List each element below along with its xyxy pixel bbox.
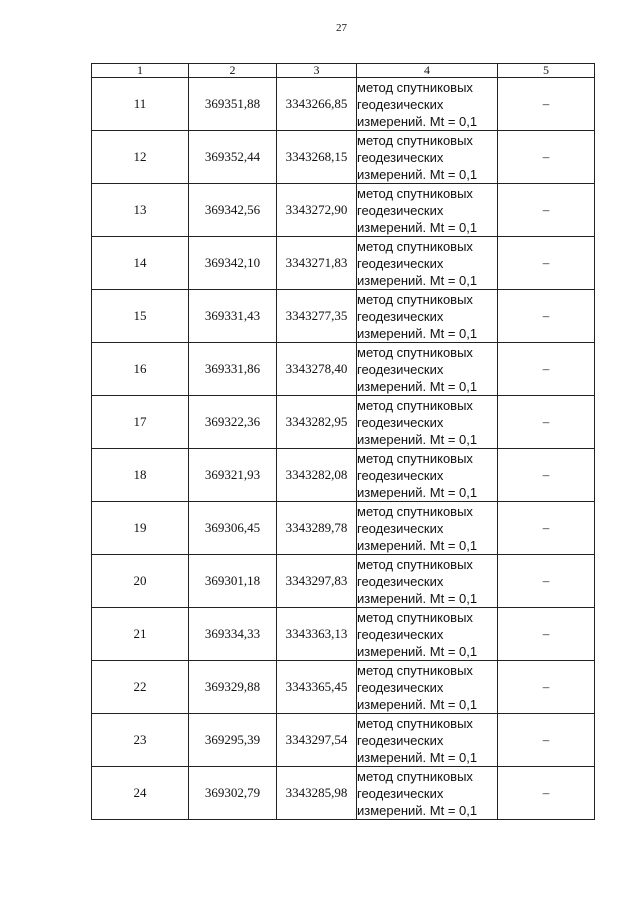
method-text-line: геодезических (357, 732, 444, 748)
point-number-cell: 17 (92, 396, 189, 449)
table-row (92, 184, 595, 237)
method-text-line: измерений. Mt = 0,1 (357, 484, 478, 500)
table-row (92, 767, 595, 820)
note-cell: – (498, 555, 595, 608)
y-coordinate-cell: 3343278,40 (277, 343, 357, 396)
table-row (92, 502, 595, 555)
x-coordinate-cell: 369334,33 (189, 608, 277, 661)
table-header (92, 64, 595, 78)
method-cell (357, 608, 498, 661)
table-row (92, 290, 595, 343)
method-cell (357, 343, 498, 396)
y-coordinate-cell: 3343289,78 (277, 502, 357, 555)
x-coordinate-cell: 369306,45 (189, 502, 277, 555)
table-row (92, 555, 595, 608)
method-cell (357, 131, 498, 184)
note-cell: – (498, 78, 595, 131)
y-coordinate-cell: 3343282,95 (277, 396, 357, 449)
point-number-cell: 20 (92, 555, 189, 608)
method-cell (357, 502, 498, 555)
note-cell: – (498, 396, 595, 449)
method-cell (357, 237, 498, 290)
note-cell: – (498, 237, 595, 290)
note-cell: – (498, 714, 595, 767)
method-text-line: геодезических (357, 149, 444, 165)
note-cell: – (498, 131, 595, 184)
method-text-line: измерений. Mt = 0,1 (357, 113, 478, 129)
method-text-line: метод спутниковых (357, 609, 473, 625)
x-coordinate-cell: 369295,39 (189, 714, 277, 767)
note-cell: – (498, 343, 595, 396)
x-coordinate-cell: 369302,79 (189, 767, 277, 820)
note-cell: – (498, 767, 595, 820)
x-coordinate-cell: 369331,43 (189, 290, 277, 343)
method-text-line: метод спутниковых (357, 768, 473, 784)
method-text-line: метод спутниковых (357, 238, 473, 254)
note-cell: – (498, 184, 595, 237)
y-coordinate-cell: 3343363,13 (277, 608, 357, 661)
method-text-line: измерений. Mt = 0,1 (357, 696, 478, 712)
x-coordinate-cell: 369331,86 (189, 343, 277, 396)
method-text-line: геодезических (357, 414, 444, 430)
x-coordinate-cell: 369342,10 (189, 237, 277, 290)
table-row (92, 78, 595, 131)
point-number-cell: 18 (92, 449, 189, 502)
method-cell (357, 78, 498, 131)
x-coordinate-cell: 369351,88 (189, 78, 277, 131)
method-text-line: измерений. Mt = 0,1 (357, 378, 478, 394)
point-number-cell: 24 (92, 767, 189, 820)
y-coordinate-cell: 3343282,08 (277, 449, 357, 502)
method-text-line: метод спутниковых (357, 450, 473, 466)
note-cell: – (498, 449, 595, 502)
y-coordinate-cell: 3343272,90 (277, 184, 357, 237)
table-body (92, 78, 595, 820)
method-cell (357, 555, 498, 608)
method-cell (357, 767, 498, 820)
y-coordinate-cell: 3343365,45 (277, 661, 357, 714)
page-number: 27 (336, 22, 347, 34)
table-row (92, 131, 595, 184)
method-text-line: измерений. Mt = 0,1 (357, 166, 478, 182)
method-text-line: геодезических (357, 202, 444, 218)
method-text-line: геодезических (357, 361, 444, 377)
point-number-cell: 21 (92, 608, 189, 661)
y-coordinate-cell: 3343297,83 (277, 555, 357, 608)
method-text-line: метод спутниковых (357, 185, 473, 201)
method-text-line: метод спутниковых (357, 79, 473, 95)
method-cell (357, 290, 498, 343)
x-coordinate-cell: 369301,18 (189, 555, 277, 608)
method-text-line: геодезических (357, 573, 444, 589)
column-header-3: 3 (277, 64, 357, 78)
coordinates-table (91, 63, 595, 820)
header-row (92, 64, 595, 78)
method-text-line: измерений. Mt = 0,1 (357, 749, 478, 765)
note-cell: – (498, 608, 595, 661)
x-coordinate-cell: 369352,44 (189, 131, 277, 184)
method-text-line: метод спутниковых (357, 132, 473, 148)
note-cell: – (498, 661, 595, 714)
method-text-line: геодезических (357, 520, 444, 536)
point-number-cell: 23 (92, 714, 189, 767)
y-coordinate-cell: 3343268,15 (277, 131, 357, 184)
y-coordinate-cell: 3343266,85 (277, 78, 357, 131)
point-number-cell: 15 (92, 290, 189, 343)
point-number-cell: 19 (92, 502, 189, 555)
y-coordinate-cell: 3343271,83 (277, 237, 357, 290)
method-text-line: геодезических (357, 626, 444, 642)
method-text-line: измерений. Mt = 0,1 (357, 537, 478, 553)
method-text-line: геодезических (357, 308, 444, 324)
x-coordinate-cell: 369329,88 (189, 661, 277, 714)
table-row (92, 714, 595, 767)
point-number-cell: 16 (92, 343, 189, 396)
point-number-cell: 14 (92, 237, 189, 290)
point-number-cell: 12 (92, 131, 189, 184)
method-text-line: измерений. Mt = 0,1 (357, 431, 478, 447)
table-row (92, 396, 595, 449)
column-header-1: 1 (92, 64, 189, 78)
method-text-line: измерений. Mt = 0,1 (357, 643, 478, 659)
method-text-line: метод спутниковых (357, 556, 473, 572)
table-row (92, 449, 595, 502)
x-coordinate-cell: 369322,36 (189, 396, 277, 449)
method-text-line: геодезических (357, 96, 444, 112)
table-row (92, 343, 595, 396)
method-text-line: метод спутниковых (357, 662, 473, 678)
method-text-line: геодезических (357, 785, 444, 801)
method-cell (357, 449, 498, 502)
method-text-line: геодезических (357, 467, 444, 483)
note-cell: – (498, 290, 595, 343)
method-cell (357, 714, 498, 767)
method-text-line: геодезических (357, 679, 444, 695)
method-cell (357, 396, 498, 449)
x-coordinate-cell: 369342,56 (189, 184, 277, 237)
point-number-cell: 13 (92, 184, 189, 237)
method-text-line: метод спутниковых (357, 503, 473, 519)
column-header-4: 4 (357, 64, 498, 78)
column-header-2: 2 (189, 64, 277, 78)
x-coordinate-cell: 369321,93 (189, 449, 277, 502)
table-row (92, 661, 595, 714)
method-text-line: измерений. Mt = 0,1 (357, 802, 478, 818)
method-text-line: метод спутниковых (357, 397, 473, 413)
method-cell (357, 661, 498, 714)
table-row (92, 608, 595, 661)
method-text-line: измерений. Mt = 0,1 (357, 325, 478, 341)
method-cell (357, 184, 498, 237)
table-row (92, 237, 595, 290)
method-text-line: метод спутниковых (357, 344, 473, 360)
method-text-line: геодезических (357, 255, 444, 271)
point-number-cell: 11 (92, 78, 189, 131)
method-text-line: измерений. Mt = 0,1 (357, 219, 478, 235)
note-cell: – (498, 502, 595, 555)
method-text-line: измерений. Mt = 0,1 (357, 590, 478, 606)
point-number-cell: 22 (92, 661, 189, 714)
y-coordinate-cell: 3343277,35 (277, 290, 357, 343)
column-header-5: 5 (498, 64, 595, 78)
y-coordinate-cell: 3343297,54 (277, 714, 357, 767)
method-text-line: метод спутниковых (357, 715, 473, 731)
method-text-line: метод спутниковых (357, 291, 473, 307)
method-text-line: измерений. Mt = 0,1 (357, 272, 478, 288)
y-coordinate-cell: 3343285,98 (277, 767, 357, 820)
